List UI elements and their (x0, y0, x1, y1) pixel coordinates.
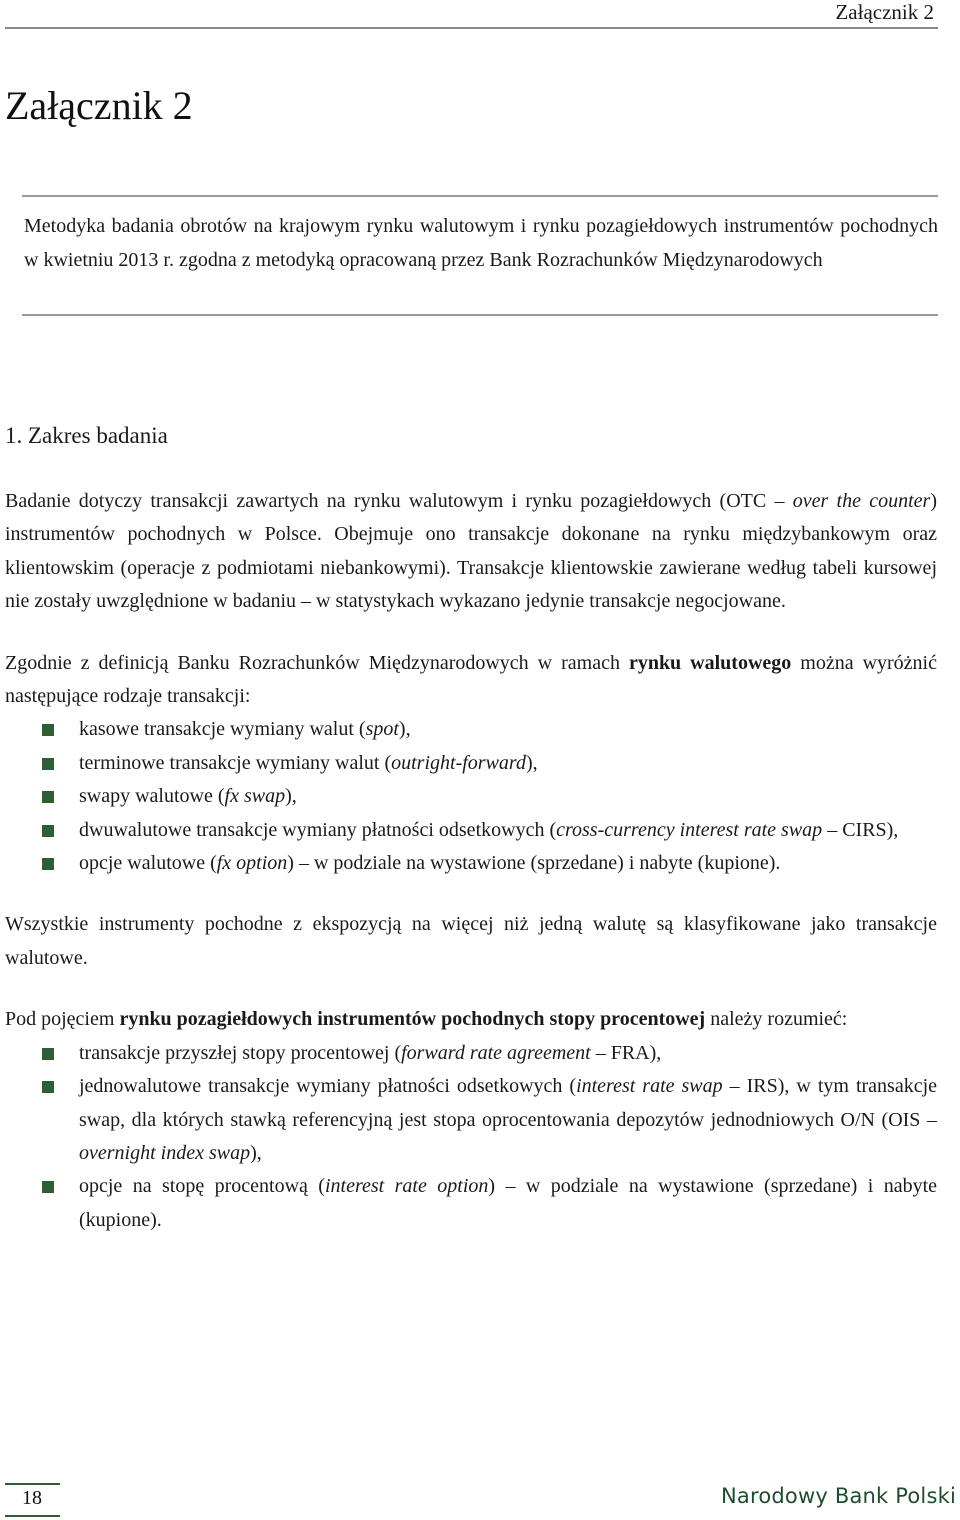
ir-derivative-list (5, 1037, 937, 1237)
list-item: opcje na stopę procentową (interest rate option) – w podziale na wystawione (sprzedane) i nabyte (kupione). (5, 1170, 937, 1237)
paragraph-text: ) instrumentów pochodnych w Polsce. Obejmuje ono transakcje dokonane na rynku międzybankowym oraz klientowskim (operacje z podmiotami niebankowymi). Transakcje klientowskie zawierane według tabeli kursowej nie zostały uwzględnione w badaniu – w statystykach wykazano jedynie transakcje negocjowane. (5, 490, 937, 613)
list-item: kasowe transakcje wymiany walut (spot), (5, 713, 937, 746)
paragraph-text: Zgodnie z definicją Banku Rozrachunków Międzynarodowych w ramach (5, 651, 629, 674)
intro-box (22, 195, 938, 316)
square-bullet-icon (42, 791, 54, 803)
page-title: Załącznik 2 (5, 83, 193, 128)
intro-text: Metodyka badania obrotów na krajowym rynku walutowym i rynku pozagiełdowych instrumentów pochodnych w kwietniu 2013 r. zgodna z metodyką opracowaną przez Bank Rozrachunków Międzynarodowych (24, 215, 938, 271)
list-item: dwuwalutowe transakcje wymiany płatności odsetkowych (cross-currency interest rate swap – CIRS), (5, 814, 937, 847)
paragraph-text: można wyróżnić następujące rodzaje transakcji: (5, 651, 937, 708)
footer-rule (5, 1515, 60, 1517)
list-item: swapy walutowe (fx swap), (5, 780, 937, 813)
paragraph-ir-intro (5, 1003, 937, 1036)
footer-rule (5, 1483, 60, 1485)
square-bullet-icon (42, 1081, 54, 1093)
square-bullet-icon (42, 758, 54, 770)
page-number: 18 (22, 1487, 42, 1509)
fx-transaction-list (5, 713, 937, 880)
paragraph-text: Pod pojęciem (5, 1008, 120, 1031)
square-bullet-icon (42, 1181, 54, 1193)
square-bullet-icon (42, 825, 54, 837)
italic-term: over the counter (792, 490, 931, 512)
list-item: jednowalutowe transakcje wymiany płatności odsetkowych (interest rate swap – IRS), w tym transakcje swap, dla których stawką referencyjną jest stopa oprocentowania depozytów jednodniowych O/N (OIS – overnight index swap), (5, 1070, 937, 1170)
section-heading: 1. Zakres badania (5, 423, 168, 448)
header-rule (5, 27, 938, 29)
list-item: terminowe transakcje wymiany walut (outright-forward), (5, 747, 937, 780)
running-header: Załącznik 2 (835, 0, 934, 24)
paragraph-fx-intro (5, 647, 937, 714)
square-bullet-icon (42, 858, 54, 870)
main-content (5, 416, 937, 1237)
paragraph-text: Badanie dotyczy transakcji zawartych na rynku walutowym i rynku pozagiełdowych (OTC – (5, 490, 793, 512)
paragraph-text: należy rozumieć: (705, 1008, 848, 1031)
bold-term: rynku walutowego (628, 651, 792, 674)
list-item: opcje walutowe (fx option) – w podziale na wystawione (sprzedane) i nabyte (kupione). (5, 847, 937, 880)
publisher-logo-text: Narodowy Bank Polski (720, 1484, 956, 1508)
square-bullet-icon (42, 1048, 54, 1060)
paragraph-fx-classification: Wszystkie instrumenty pochodne z ekspozycją na więcej niż jedną walutę są klasyfikowane jako transakcje walutowe. (5, 913, 937, 969)
square-bullet-icon (42, 724, 54, 736)
bold-term: rynku pozagiełdowych instrumentów pochodnych stopy procentowej (119, 1008, 706, 1031)
list-item: transakcje przyszłej stopy procentowej (forward rate agreement – FRA), (5, 1037, 937, 1070)
paragraph-scope (5, 485, 937, 619)
